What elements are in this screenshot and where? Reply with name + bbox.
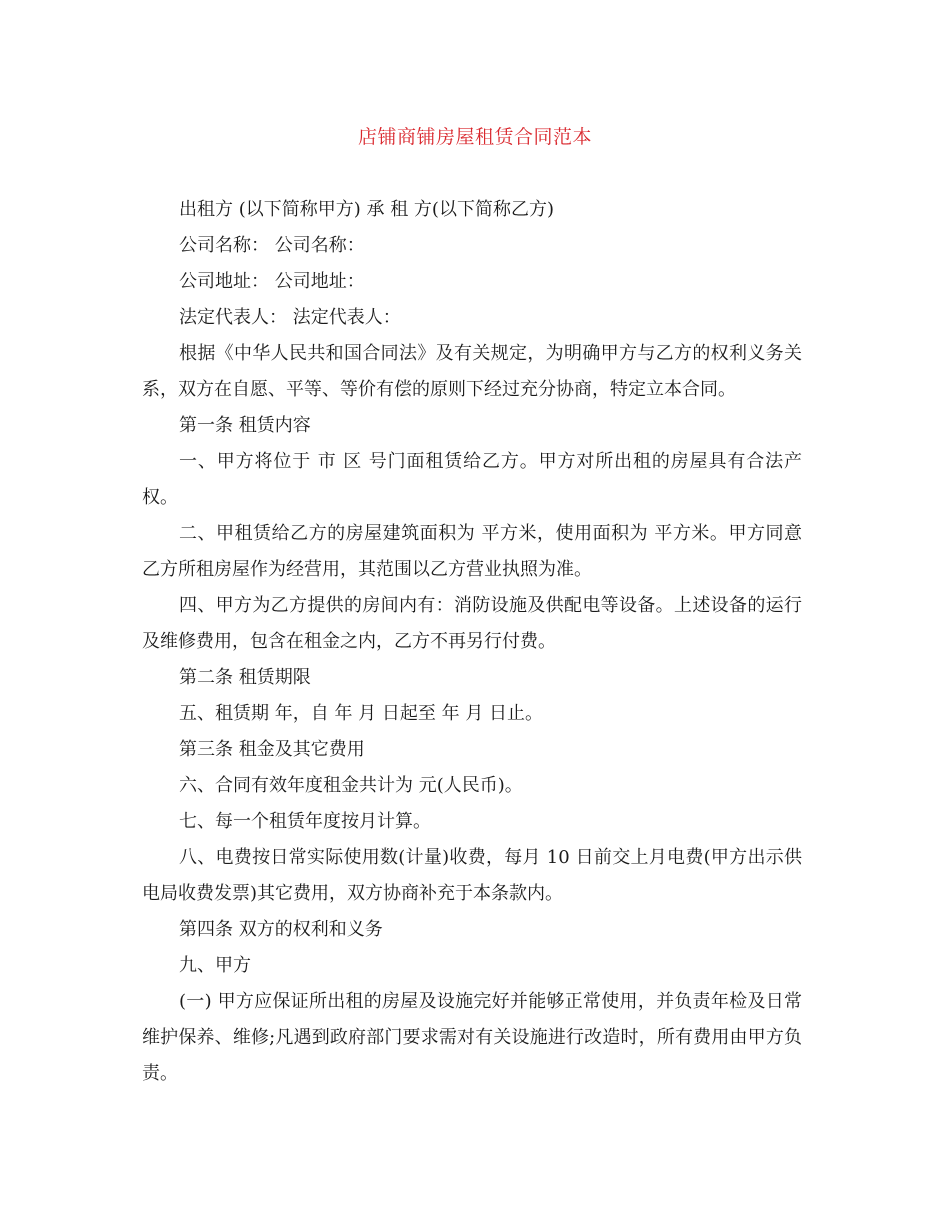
document-title: 店铺商铺房屋租赁合同范本 [357, 126, 592, 148]
section-heading-1: 第一条 租赁内容 [179, 415, 311, 436]
clause-2: 二、甲租赁给乙方的房屋建筑面积为 平方米，使用面积为 平方米。甲方同意乙方所租房屋作为经营用，其范围以乙方营业执照为准。 [142, 523, 802, 580]
section-heading-4: 第四条 双方的权利和义务 [179, 919, 383, 940]
clause-9-item-1: (一) 甲方应保证所出租的房屋及设施完好并能够正常使用，并负责年检及日常维护保养、维修;凡遇到政府部门要求需对有关设施进行改造时，所有费用由甲方负责。 [142, 991, 802, 1084]
section-heading-3: 第三条 租金及其它费用 [179, 739, 365, 760]
document-body [142, 192, 802, 1092]
clause-6: 六、合同有效年度租金共计为 元(人民币)。 [179, 775, 523, 796]
clause-4: 四、甲方为乙方提供的房间内有：消防设施及供配电等设备。上述设备的运行及维修费用，包含在租金之内，乙方不再另行付费。 [142, 595, 802, 652]
paragraph-company-address: 公司地址： 公司地址： [179, 271, 365, 292]
clause-5: 五、租赁期 年，自 年 月 日起至 年 月 日止。 [179, 703, 544, 724]
clause-1: 一、甲方将位于 市 区 号门面租赁给乙方。甲方对所出租的房屋具有合法产权。 [142, 451, 802, 508]
clause-8: 八、电费按日常实际使用数(计量)收费，每月 10 日前交上月电费(甲方出示供电局收费发票)其它费用，双方协商补充于本条款内。 [142, 847, 802, 904]
clause-9: 九、甲方 [179, 955, 251, 976]
paragraph-preamble: 根据《中华人民共和国合同法》及有关规定，为明确甲方与乙方的权利义务关系，双方在自愿、平等、等价有偿的原则下经过充分协商，特定立本合同。 [142, 343, 802, 400]
section-heading-2: 第二条 租赁期限 [179, 667, 311, 688]
clause-7: 七、每一个租赁年度按月计算。 [179, 811, 431, 832]
paragraph-legal-representative: 法定代表人： 法定代表人： [179, 307, 401, 328]
paragraph-parties: 出租方 (以下简称甲方) 承 租 方(以下简称乙方) [179, 199, 554, 220]
paragraph-company-name: 公司名称： 公司名称： [179, 235, 365, 256]
